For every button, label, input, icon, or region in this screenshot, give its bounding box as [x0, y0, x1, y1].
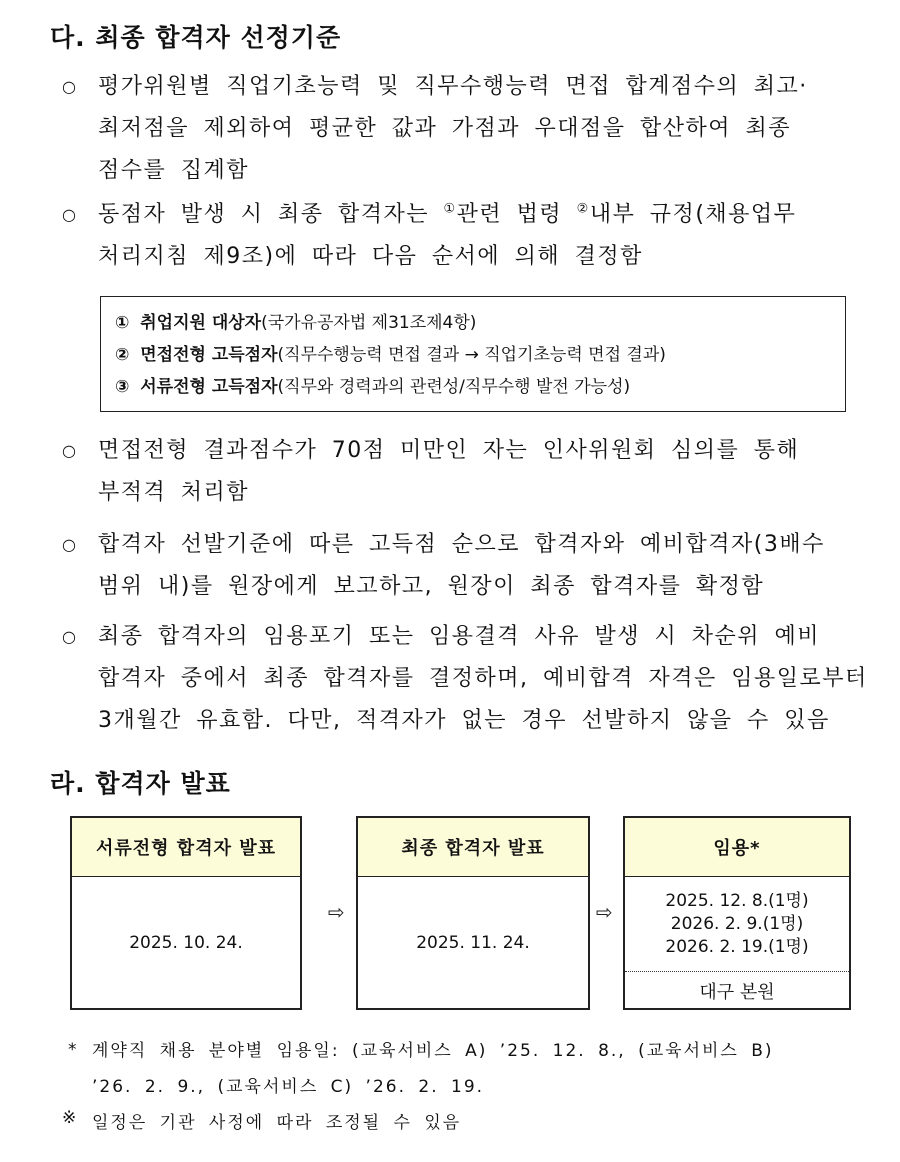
section-da-title: 다. 최종 합격자 선정기준: [50, 23, 342, 52]
tiebreak-item: ② 면접전형 고득점자(직무수행능력 면접 결과 → 직업기초능력 면접 결과): [115, 345, 666, 365]
appointment-location: 대구 본원: [699, 982, 775, 1003]
arrow-right-icon: ⇨: [328, 900, 345, 924]
step-header: 임용*: [625, 818, 849, 877]
step-header: 서류전형 합격자 발표: [72, 818, 300, 877]
bullet-text-line: 합격자 중에서 최종 합격자를 결정하며, 예비합격 자격은 임용일로부터: [98, 666, 868, 691]
footnote-note: 일정은 기관 사정에 따라 조정될 수 있음: [92, 1113, 462, 1133]
bullet-text-line: 점수를 집계함: [98, 158, 250, 183]
step-date: 2025. 10. 24.: [129, 933, 243, 953]
appointment-dates: [625, 877, 849, 972]
bullet-mark: ○: [62, 77, 76, 96]
bullet-text-line: 최저점을 제외하여 평균한 값과 가점과 우대점을 합산하여 최종: [98, 116, 792, 141]
appointment-date: 2026. 2. 19.(1명): [665, 936, 809, 957]
step-date: 2025. 11. 24.: [416, 933, 530, 953]
tiebreak-item: ① 취업지원 대상자(국가유공자법 제31조제4항): [115, 313, 477, 333]
bullet-text-line: 동점자 발생 시 최종 합격자는 ①관련 법령 ②내부 규정(채용업무: [98, 201, 797, 227]
bullet-text-line: 합격자 선발기준에 따른 고득점 순으로 합격자와 예비합격자(3배수: [98, 532, 825, 557]
bullet-text-line: 최종 합격자의 임용포기 또는 임용결격 사유 발생 시 차순위 예비: [98, 624, 820, 649]
footnote-note-mark: ※: [62, 1108, 79, 1128]
bullet-text-line: 면접전형 결과점수가 70점 미만인 자는 인사위원회 심의를 통해: [98, 438, 800, 463]
appointment-date: 2026. 2. 9.(1명): [670, 913, 804, 934]
step-document-result: [70, 816, 302, 1010]
footnote-star-mark: *: [68, 1040, 79, 1060]
bullet-mark: ○: [62, 627, 76, 646]
bullet-text-line: 처리지침 제9조)에 따라 다음 순서에 의해 결정함: [98, 244, 643, 269]
step-header: 최종 합격자 발표: [358, 818, 588, 877]
arrow-right-icon: ⇨: [596, 900, 613, 924]
bullet-mark: ○: [62, 441, 76, 460]
tiebreak-item: ③ 서류전형 고득점자(직무와 경력과의 관련성/직무수행 발전 가능성): [115, 377, 631, 397]
appointment-date: 2025. 12. 8.(1명): [665, 890, 809, 911]
footnote-star-line: 계약직 채용 분야별 임용일: (교육서비스 A) ’25. 12. 8., (교육서비스 B): [92, 1041, 774, 1061]
bullet-mark: ○: [62, 205, 76, 224]
step-final-result: [356, 816, 590, 1010]
bullet-mark: ○: [62, 535, 76, 554]
bullet-text-line: 평가위원별 직업기초능력 및 직무수행능력 면접 합계점수의 최고·: [98, 74, 808, 99]
section-ra-title: 라. 합격자 발표: [50, 769, 231, 798]
footnote-star-line: ’26. 2. 9., (교육서비스 C) ’26. 2. 19.: [92, 1077, 485, 1097]
step-appointment: [623, 816, 851, 1010]
tiebreak-box: [100, 296, 846, 412]
bullet-text-line: 범위 내)를 원장에게 보고하고, 원장이 최종 합격자를 확정함: [98, 574, 765, 599]
bullet-text-line: 부적격 처리함: [98, 480, 250, 505]
bullet-text-line: 3개월간 유효함. 다만, 적격자가 없는 경우 선발하지 않을 수 있음: [98, 708, 830, 733]
